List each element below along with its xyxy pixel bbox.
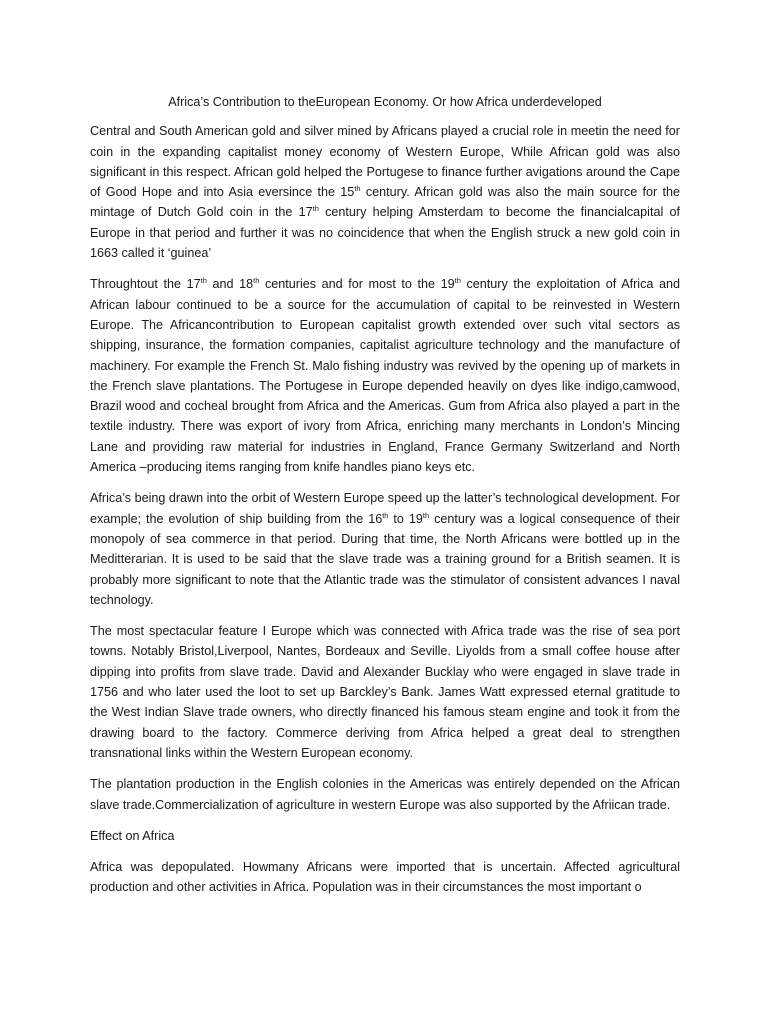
paragraph-sea-ports: The most spectacular feature I Europe which was connected with Africa trade was the rise of sea port towns. Notably Bristol,Liverpool, Nantes, Bordeaux and Seville. Liyolds from a small coffee house after dipping into profits from slave trade. David and Alexander Bucklay who were engaged in slave trade in 1756 and who later used the loot to set up Barckley’s Bank. James Watt expressed eternal gratitude to the West Indian Slave trade owners, who directly financed his famous steam engine and took it from the drawing board to the factory. Commerce deriving from Africa helped a great deal to strengthen transnational links within the Western European economy. [90,624,680,760]
paragraph-depopulation: Africa was depopulated. Howmany Africans were imported that is uncertain. Affected agricultural production and other activities in Africa. Population was in their circumstances the most important o [90,860,680,895]
document-page [90,92,680,909]
paragraph-technology: Africa’s being drawn into the orbit of Western Europe speed up the latter’s technological development. For example; the evolution of ship building from the 16th to 19th century was a logical consequence of their monopoly of sea commerce in that period. During that time, the North Africans were bottled up in the Meditterarian. It is used to be said that the slave trade was a training ground for a British seamen. It is probably more significant to note that the Atlantic trade was the stimulator of consistent advances I naval technology. [90,491,681,607]
paragraph-gold-coin: Central and South American gold and silver mined by Africans played a crucial role in meetin the need for coin in the expanding capitalist money economy of Western Europe, While African gold was also significant in this respect. African gold helped the Portugese to finance further avigations around the Cape of Good Hope and into Asia eversince the 15th century. African gold was also the main source for the mintage of Dutch Gold coin in the 17th century helping Amsterdam to become the financialcapital of Europe in that period and further it was no coincidence that when the English struck a new gold coin in 1663 called it ‘guinea’ [90,124,680,261]
paragraph-plantation: The plantation production in the English colonies in the Americas was entirely depended on the African slave trade.Commercialization of agriculture in western Europe was also supported by the Afriican trade. [90,777,680,812]
paragraph-capital-accumulation: Throughtout the 17th and 18th centuries and for most to the 19th century the exploitation of Africa and African labour continued to be a source for the accumulation of capital to be reinvested in Western Europe. The Africancontribution to European capitalist growth extended over such vital sectors as shipping, insurance, the formation companies, capitalist agriculture technology and the manufacture of machinery. For example the French St. Malo fishing industry was revived by the opening up of markets in the French slave plantations. The Portugese in Europe depended heavily on dyes like indigo,camwood, Brazil wood and cocheal brought from Africa and the Americas. Gum from Africa also played a part in the textile industry. There was export of ivory from Africa, enriching many merchants in London’s Mincing Lane and providing raw material for industries in England, France Germany Switzerland and North America –producing items ranging from knife handles piano keys etc. [90,276,680,475]
document-title: Africa’s Contribution to theEuropean Economy. Or how Africa underdeveloped [168,95,602,109]
section-heading-effect-on-africa: Effect on Africa [90,828,175,843]
